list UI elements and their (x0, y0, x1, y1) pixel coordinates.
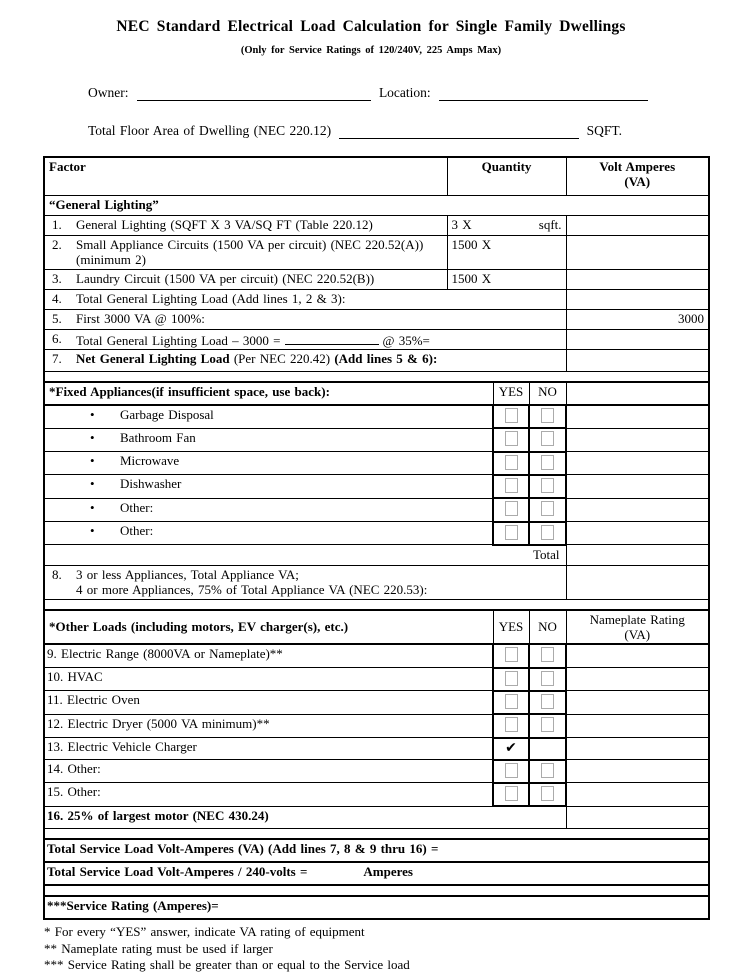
service-rating-row (44, 896, 709, 919)
col-header-va: Volt Amperes (VA) (566, 157, 709, 196)
load-label-hvac: 10. HVAC (44, 668, 493, 691)
checkbox-icon (541, 786, 554, 801)
load-row (44, 760, 709, 783)
electric-range-yes-checkbox[interactable] (493, 644, 529, 667)
electric-oven-yes-checkbox[interactable] (493, 691, 529, 714)
appliance-row (44, 522, 709, 545)
footnotes (44, 924, 742, 974)
ev-charger-yes-checkbox[interactable] (493, 738, 529, 760)
electric-oven-no-checkbox[interactable] (529, 691, 566, 714)
load-label-electric-dryer: 12. Electric Dryer (5000 VA minimum)** (44, 714, 493, 737)
appliance-label-dishwasher: • Dishwasher (44, 475, 493, 498)
document-subtitle: (Only for Service Ratings of 120/240V, 225 Amps Max) (240, 45, 502, 56)
line7-factor: 7. Net General Lighting Load (Per NEC 220.42) (Add lines 5 & 6): (44, 349, 566, 371)
footnote-2: ** Nameplate rating must be used if larger (44, 940, 273, 956)
line2-factor: 2. Small Appliance Circuits (1500 VA per circuit) (NEC 220.52(A)) (minimum 2) (44, 236, 447, 270)
fixed-appliances-no-header: NO (529, 382, 566, 405)
microwave-yes-checkbox[interactable] (493, 452, 529, 475)
appliance-total-label: Total (44, 545, 566, 566)
bathroom-fan-yes-checkbox[interactable] (493, 428, 529, 451)
load-row (44, 644, 709, 667)
electric-range-va-cell[interactable] (566, 644, 709, 667)
line16-row (44, 806, 709, 829)
other-loads-header: *Other Loads (including motors, EV charger(s), etc.) (44, 610, 493, 645)
floor-area-input-line[interactable] (339, 123, 578, 139)
load-label-other-14: 14. Other: (44, 760, 493, 783)
floor-area-row (88, 123, 622, 139)
load-row (44, 668, 709, 691)
checkbox-icon (541, 763, 554, 778)
checkbox-icon (541, 431, 554, 446)
checkbox-icon (541, 525, 554, 540)
bullet-icon: • (90, 499, 95, 515)
line3-quantity-cell[interactable]: 1500 X (447, 269, 566, 289)
load-label-ev-charger: 13. Electric Vehicle Charger (44, 738, 493, 760)
line7-row (44, 349, 709, 371)
garbage-disposal-yes-checkbox[interactable] (493, 405, 529, 428)
checkbox-icon (541, 671, 554, 686)
bathroom-fan-va-cell[interactable] (566, 428, 709, 451)
line2-row (44, 236, 709, 270)
hvac-va-cell[interactable] (566, 668, 709, 691)
line5-factor: 5. First 3000 VA @ 100%: (44, 309, 566, 329)
service-rating-label[interactable]: ***Service Rating (Amperes)= (44, 896, 709, 919)
load-row (44, 783, 709, 806)
line6-va-cell[interactable] (566, 329, 709, 349)
other-loads-nameplate-header: Nameplate Rating (VA) (566, 610, 709, 645)
hvac-no-checkbox[interactable] (529, 668, 566, 691)
line2-va-cell[interactable] (566, 236, 709, 270)
line6-fill-line[interactable] (285, 331, 379, 345)
bullet-icon: • (90, 429, 95, 445)
fixed-appliances-header: *Fixed Appliances(if insufficient space, use back): (44, 382, 493, 405)
checkbox-icon (541, 408, 554, 423)
line5-va-cell[interactable]: 3000 (566, 309, 709, 329)
line6-row (44, 329, 709, 349)
checkbox-icon (505, 694, 518, 709)
appliance-row (44, 475, 709, 498)
col-header-factor: Factor (44, 157, 447, 196)
spacer-row (44, 885, 709, 896)
general-lighting-section-row: “General Lighting” (44, 196, 709, 216)
other15-no-checkbox[interactable] (529, 783, 566, 806)
checkbox-icon (541, 455, 554, 470)
load-calculation-table (43, 156, 710, 920)
checkbox-icon (541, 717, 554, 732)
appliance-row (44, 405, 709, 428)
line1-factor: 1. General Lighting (SQFT X 3 VA/SQ FT (Table 220.12) (44, 216, 447, 236)
appliance-label-other-1: • Other: (44, 498, 493, 521)
electric-dryer-no-checkbox[interactable] (529, 714, 566, 737)
appliance-total-va-cell[interactable] (566, 545, 709, 566)
checkbox-icon (505, 455, 518, 470)
checkbox-icon (505, 786, 518, 801)
other1-va-cell[interactable] (566, 498, 709, 521)
footnote-1: * For every “YES” answer, indicate VA rating of equipment (44, 924, 365, 940)
other1-yes-checkbox[interactable] (493, 498, 529, 521)
garbage-disposal-no-checkbox[interactable] (529, 405, 566, 428)
fixed-appliances-yes-header: YES (493, 382, 529, 405)
line3-row (44, 269, 709, 289)
electric-dryer-va-cell[interactable] (566, 714, 709, 737)
other2-va-cell[interactable] (566, 522, 709, 545)
other14-va-cell[interactable] (566, 760, 709, 783)
amperes-unit-label: Amperes (363, 864, 413, 880)
appliance-row (44, 452, 709, 475)
line5-row (44, 309, 709, 329)
spacer-row (44, 829, 709, 840)
spacer-row (44, 371, 709, 382)
appliance-row (44, 498, 709, 521)
appliance-row (44, 428, 709, 451)
bullet-icon: • (90, 406, 95, 422)
appliance-total-row (44, 545, 709, 566)
other2-yes-checkbox[interactable] (493, 522, 529, 545)
ev-charger-va-cell[interactable] (566, 738, 709, 760)
checkbox-icon (541, 478, 554, 493)
microwave-va-cell[interactable] (566, 452, 709, 475)
total-service-load-va-row (44, 839, 709, 862)
electric-oven-va-cell[interactable] (566, 691, 709, 714)
dishwasher-yes-checkbox[interactable] (493, 475, 529, 498)
total-service-load-amps-row (44, 862, 709, 885)
other14-no-checkbox[interactable] (529, 760, 566, 783)
checkbox-icon (541, 501, 554, 516)
line16-label: 16. 25% of largest motor (NEC 430.24) (44, 806, 566, 829)
bullet-icon: • (90, 476, 95, 492)
other2-no-checkbox[interactable] (529, 522, 566, 545)
line1-row (44, 216, 709, 236)
other15-yes-checkbox[interactable] (493, 783, 529, 806)
checkmark-icon: ✔ (505, 739, 517, 756)
owner-label: Owner: (88, 85, 129, 100)
bullet-icon: • (90, 523, 95, 539)
location-label: Location: (378, 85, 431, 100)
line8-factor: 8. 3 or less Appliances, Total Appliance VA; 4 or more Appliances, 75% of Total Appliance VA (NEC 220.53): (44, 565, 566, 599)
other1-no-checkbox[interactable] (529, 498, 566, 521)
location-input-line[interactable] (439, 85, 648, 101)
line3-factor: 3. Laundry Circuit (1500 VA per circuit) (NEC 220.52(B)) (44, 269, 447, 289)
load-row (44, 691, 709, 714)
load-row (44, 738, 709, 760)
bathroom-fan-no-checkbox[interactable] (529, 428, 566, 451)
checkbox-icon (505, 525, 518, 540)
total-service-load-amps-label[interactable]: Total Service Load Volt-Amperes / 240-volts = Amperes (44, 862, 709, 885)
microwave-no-checkbox[interactable] (529, 452, 566, 475)
line7-va-cell[interactable] (566, 349, 709, 371)
floor-area-unit: SQFT. (586, 123, 622, 138)
line6-factor: 6. Total General Lighting Load – 3000 = @ 35%= (44, 329, 566, 349)
fixed-appliances-va-header-cell (566, 382, 709, 405)
appliance-label-garbage-disposal: • Garbage Disposal (44, 405, 493, 428)
line4-va-cell[interactable] (566, 289, 709, 309)
table-header-row (44, 157, 709, 196)
other15-va-cell[interactable] (566, 783, 709, 806)
appliance-label-other-2: • Other: (44, 522, 493, 545)
electric-range-no-checkbox[interactable] (529, 644, 566, 667)
owner-input-line[interactable] (137, 85, 371, 101)
col-header-quantity: Quantity (447, 157, 566, 196)
checkbox-icon (505, 671, 518, 686)
checkbox-icon (505, 501, 518, 516)
appliance-label-bathroom-fan: • Bathroom Fan (44, 428, 493, 451)
line16-va-cell[interactable] (566, 806, 709, 829)
line3-va-cell[interactable] (566, 269, 709, 289)
load-row (44, 714, 709, 737)
load-label-other-15: 15. Other: (44, 783, 493, 806)
fixed-appliances-header-row (44, 382, 709, 405)
checkbox-icon (505, 408, 518, 423)
other-loads-header-row (44, 610, 709, 645)
dishwasher-no-checkbox[interactable] (529, 475, 566, 498)
other-loads-yes-header: YES (493, 610, 529, 645)
bullet-icon: • (90, 453, 95, 469)
load-label-electric-range: 9. Electric Range (8000VA or Nameplate)** (44, 644, 493, 667)
floor-area-label: Total Floor Area of Dwelling (NEC 220.12) (88, 123, 332, 138)
checkbox-icon (505, 431, 518, 446)
dishwasher-va-cell[interactable] (566, 475, 709, 498)
line4-row (44, 289, 709, 309)
checkbox-icon (541, 647, 554, 662)
checkbox-icon (541, 694, 554, 709)
document-title: NEC Standard Electrical Load Calculation for Single Family Dwellings (116, 18, 626, 35)
other-loads-no-header: NO (529, 610, 566, 645)
ev-charger-no-checkbox[interactable] (529, 738, 566, 760)
line8-row (44, 565, 709, 599)
line4-factor: 4. Total General Lighting Load (Add lines 1, 2 & 3): (44, 289, 566, 309)
appliance-label-microwave: • Microwave (44, 452, 493, 475)
footnote-3: *** Service Rating shall be greater than or equal to the Service load (44, 957, 410, 973)
checkbox-icon (505, 478, 518, 493)
line1-va-cell[interactable] (566, 216, 709, 236)
checkbox-icon (505, 647, 518, 662)
document-page (0, 18, 742, 973)
total-service-load-va-label[interactable]: Total Service Load Volt-Amperes (VA) (Add lines 7, 8 & 9 thru 16) = (44, 839, 709, 862)
other14-yes-checkbox[interactable] (493, 760, 529, 783)
electric-dryer-yes-checkbox[interactable] (493, 714, 529, 737)
owner-location-row (88, 85, 648, 101)
hvac-yes-checkbox[interactable] (493, 668, 529, 691)
line8-va-cell[interactable] (566, 565, 709, 599)
spacer-row (44, 599, 709, 610)
checkbox-icon (505, 717, 518, 732)
load-label-electric-oven: 11. Electric Oven (44, 691, 493, 714)
line2-quantity-cell[interactable]: 1500 X (447, 236, 566, 270)
line1-quantity-cell[interactable]: 3 X sqft. (447, 216, 566, 236)
checkbox-icon (505, 763, 518, 778)
garbage-disposal-va-cell[interactable] (566, 405, 709, 428)
